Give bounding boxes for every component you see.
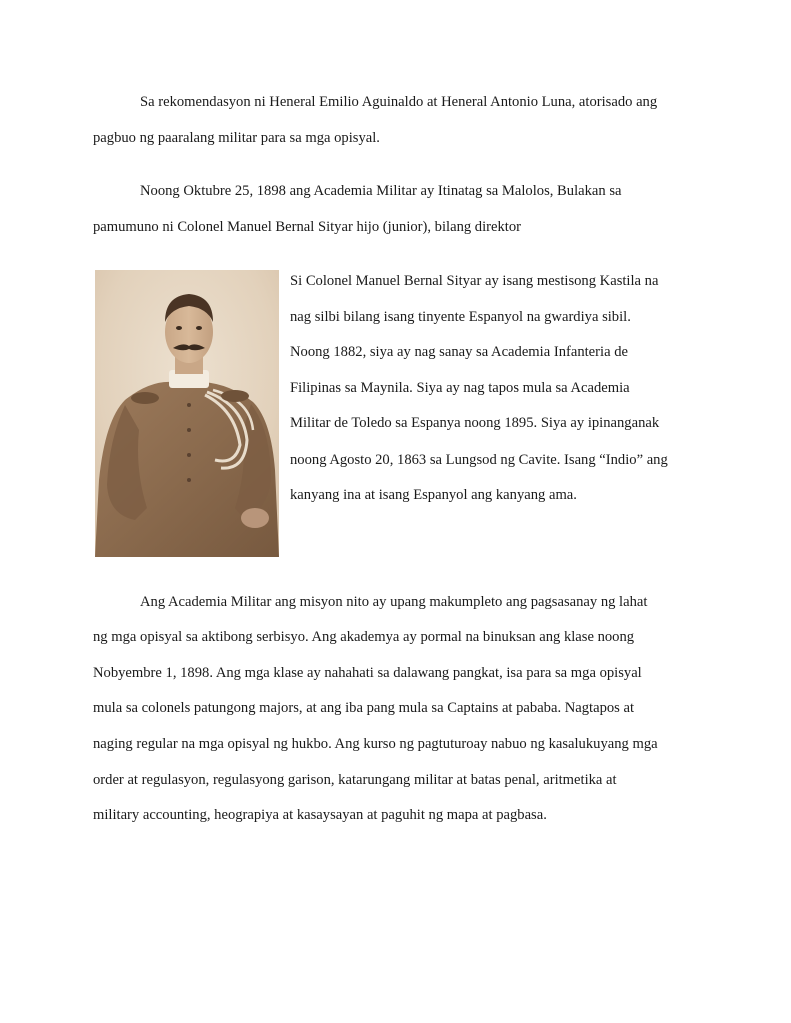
paragraph-3-line-1: Si Colonel Manuel Bernal Sityar ay isang mestisong Kastila na [290, 273, 659, 289]
paragraph-4-line-6: order at regulasyon, regulasyong garison, katarungang militar at batas penal, aritmetika at [93, 772, 617, 788]
paragraph-4-line-7: military accounting, heograpiya at kasaysayan at paguhit ng mapa at pagbasa. [93, 807, 547, 823]
paragraph-4-line-1: Ang Academia Militar ang misyon nito ay upang makumpleto ang pagsasanay ng lahat [140, 594, 648, 610]
paragraph-2-line-2: pamumuno ni Colonel Manuel Bernal Sityar hijo (junior), bilang direktor [93, 219, 522, 235]
paragraph-3-line-6: noong Agosto 20, 1863 sa Lungsod ng Cavite. Isang “Indio” ang [290, 452, 668, 468]
paragraph-2-line-1: Noong Oktubre 25, 1898 ang Academia Militar ay Itinatag sa Malolos, Bulakan sa [140, 183, 622, 199]
paragraph-3-line-5: Militar de Toledo sa Espanya noong 1895. Siya ay ipinanganak [290, 415, 660, 431]
paragraph-1-line-2: pagbuo ng paaralang militar para sa mga opisyal. [93, 130, 380, 146]
paragraph-3-line-2: nag silbi bilang isang tinyente Espanyol na gwardiya sibil. [290, 309, 631, 325]
paragraph-1-line-1: Sa rekomendasyon ni Heneral Emilio Aguinaldo at Heneral Antonio Luna, atorisado ang [140, 94, 658, 110]
paragraph-4-line-3: Nobyembre 1, 1898. Ang mga klase ay nahahati sa dalawang pangkat, isa para sa mga opisyal [93, 665, 642, 681]
portrait-photo [95, 270, 279, 557]
paragraph-3-line-4: Filipinas sa Maynila. Siya ay nag tapos mula sa Academia [290, 380, 630, 396]
paragraph-3-line-7: kanyang ina at isang Espanyol ang kanyang ama. [290, 487, 577, 503]
paragraph-4-line-5: naging regular na mga opisyal ng hukbo. Ang kurso ng pagtuturoay nabuo ng kasalukuyang mga [93, 736, 658, 752]
paragraph-4-line-4: mula sa colonels patungong majors, at ang iba pang mula sa Captains at pababa. Nagtapos at [93, 700, 635, 716]
paragraph-3-line-3: Noong 1882, siya ay nag sanay sa Academia Infanteria de [290, 344, 628, 360]
paragraph-4-line-2: ng mga opisyal sa aktibong serbisyo. Ang akademya ay pormal na binuksan ang klase noong [93, 629, 635, 645]
